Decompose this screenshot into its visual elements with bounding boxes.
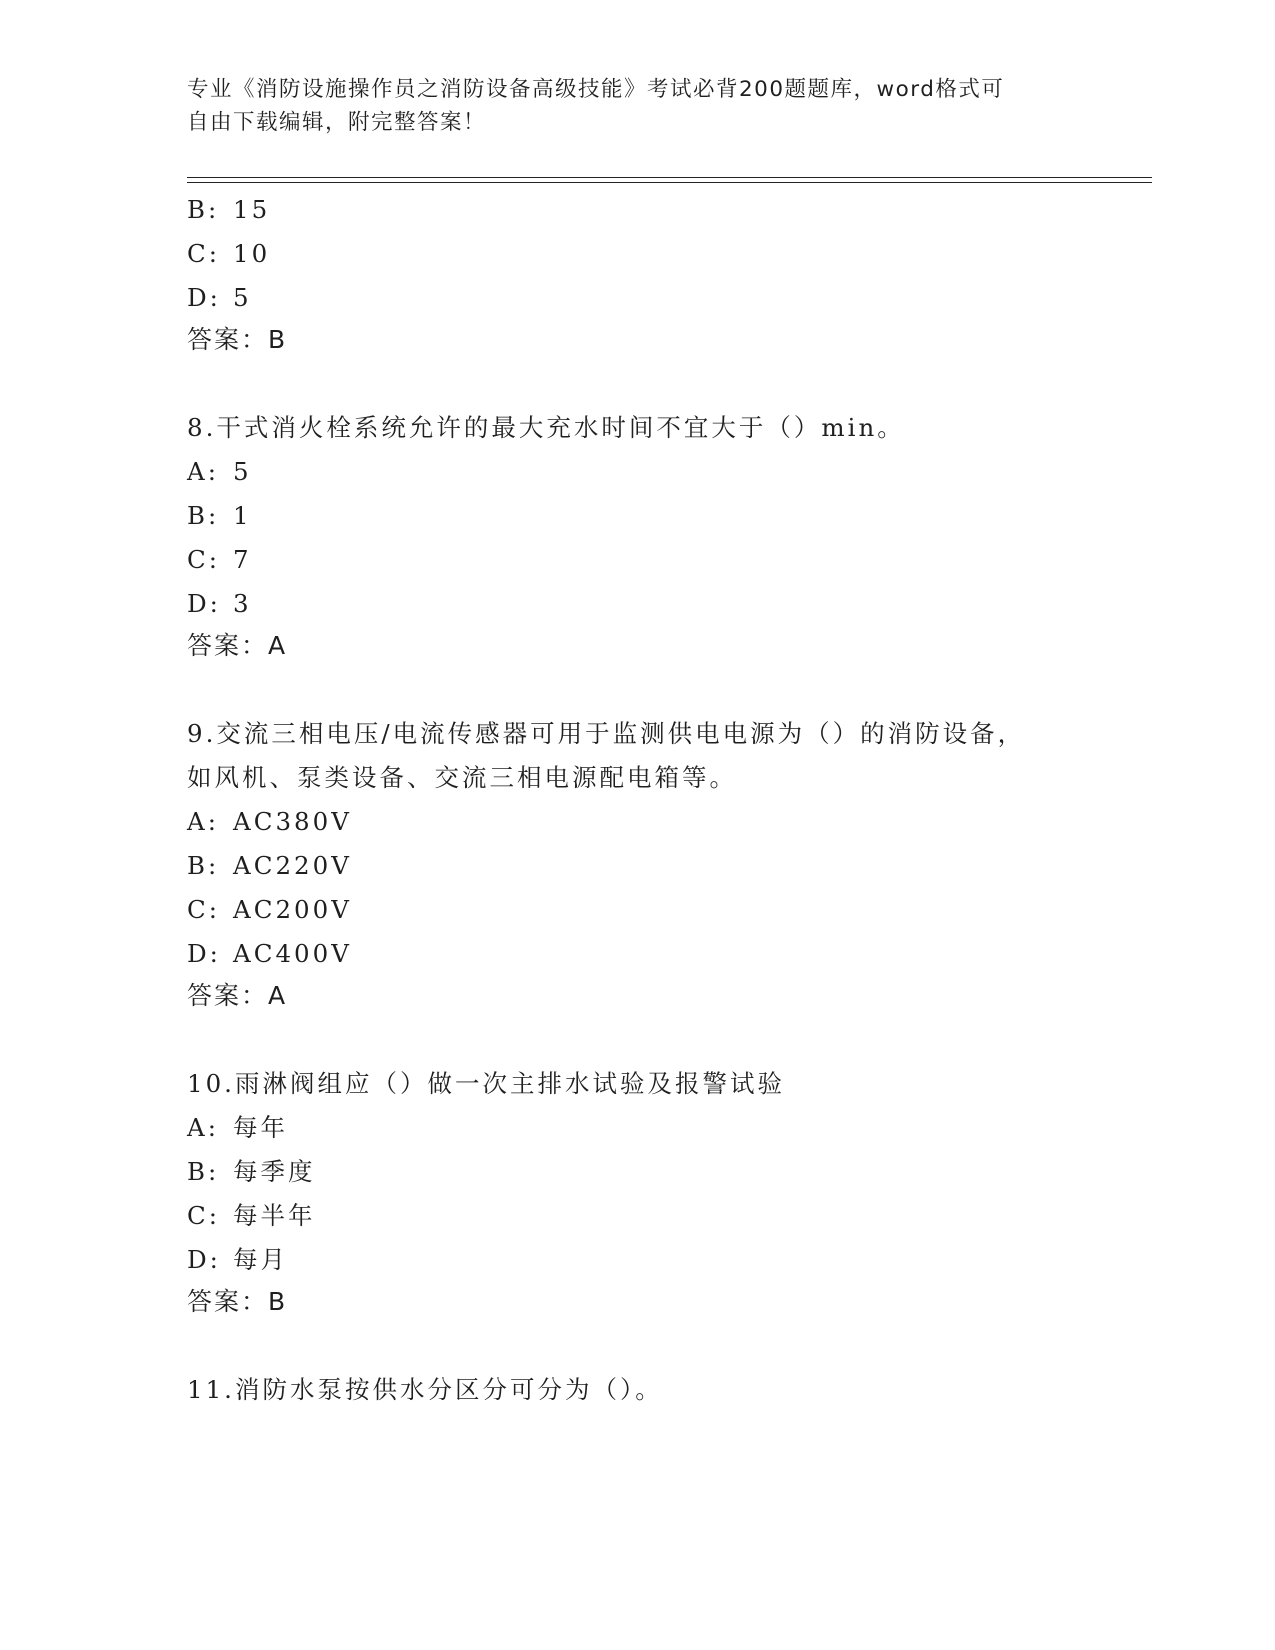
q9-answer: 答案：A xyxy=(187,981,288,1010)
q10-option-d xyxy=(187,1245,288,1275)
q9-option-a xyxy=(187,807,352,837)
option-text: 5 xyxy=(233,283,252,312)
q9-stem-line-2: 如风机、泵类设备、交流三相电源配电箱等。 xyxy=(187,763,737,792)
q7-option-c xyxy=(187,239,270,269)
option-text: 每季度 xyxy=(233,1157,316,1186)
option-text: 10 xyxy=(233,239,271,268)
option-label: A: xyxy=(187,1113,219,1142)
option-text: AC400V xyxy=(233,939,352,968)
q10-option-a xyxy=(187,1113,288,1143)
option-label: C: xyxy=(187,239,221,268)
option-text: 15 xyxy=(233,195,271,224)
option-label: B: xyxy=(187,195,220,224)
option-text: 5 xyxy=(233,457,252,486)
q9-option-b xyxy=(187,851,352,881)
q10-answer: 答案：B xyxy=(187,1287,288,1316)
q7-option-b xyxy=(187,195,270,225)
option-label: A: xyxy=(187,457,219,486)
q9-option-d xyxy=(187,939,352,969)
option-text: AC200V xyxy=(233,895,352,924)
option-label: D: xyxy=(187,1245,221,1274)
option-text: AC220V xyxy=(233,851,352,880)
q7-answer: 答案：B xyxy=(187,325,288,354)
option-label: C: xyxy=(187,545,221,574)
header-line-2: 自由下载编辑，附完整答案！ xyxy=(187,110,487,135)
option-text: 每年 xyxy=(233,1113,288,1142)
option-text: 7 xyxy=(233,545,252,574)
option-label: D: xyxy=(187,589,221,618)
q8-stem: 8.干式消火栓系统允许的最大充水时间不宜大于（）min。 xyxy=(187,413,905,442)
header-divider-bottom xyxy=(187,182,1152,183)
option-label: D: xyxy=(187,283,221,312)
option-text: AC380V xyxy=(233,807,352,836)
q8-option-c xyxy=(187,545,252,575)
q8-option-b xyxy=(187,501,252,531)
option-label: B: xyxy=(187,501,220,530)
q8-answer: 答案：A xyxy=(187,631,288,660)
q8-option-d xyxy=(187,589,252,619)
option-text: 每月 xyxy=(233,1245,288,1274)
q7-option-d xyxy=(187,283,252,313)
option-text: 每半年 xyxy=(233,1201,316,1230)
header-divider-top xyxy=(187,177,1152,178)
option-label: C: xyxy=(187,1201,221,1230)
option-label: A: xyxy=(187,807,219,836)
option-text: 3 xyxy=(233,589,252,618)
option-label: D: xyxy=(187,939,221,968)
q11-stem: 11.消防水泵按供水分区分可分为（）。 xyxy=(187,1375,663,1404)
option-label: B: xyxy=(187,1157,220,1186)
q8-option-a xyxy=(187,457,252,487)
q10-option-b xyxy=(187,1157,316,1187)
q9-stem-line-1: 9.交流三相电压/电流传感器可用于监测供电电源为（）的消防设备， xyxy=(187,719,1026,748)
q9-option-c xyxy=(187,895,352,925)
document-header xyxy=(187,73,1087,139)
option-text: 1 xyxy=(233,501,252,530)
option-label: C: xyxy=(187,895,221,924)
option-label: B: xyxy=(187,851,220,880)
header-line-1: 专业《消防设施操作员之消防设备高级技能》考试必背200题题库，word格式可 xyxy=(187,77,1005,102)
q10-stem: 10.雨淋阀组应（）做一次主排水试验及报警试验 xyxy=(187,1069,785,1098)
q10-option-c xyxy=(187,1201,316,1231)
